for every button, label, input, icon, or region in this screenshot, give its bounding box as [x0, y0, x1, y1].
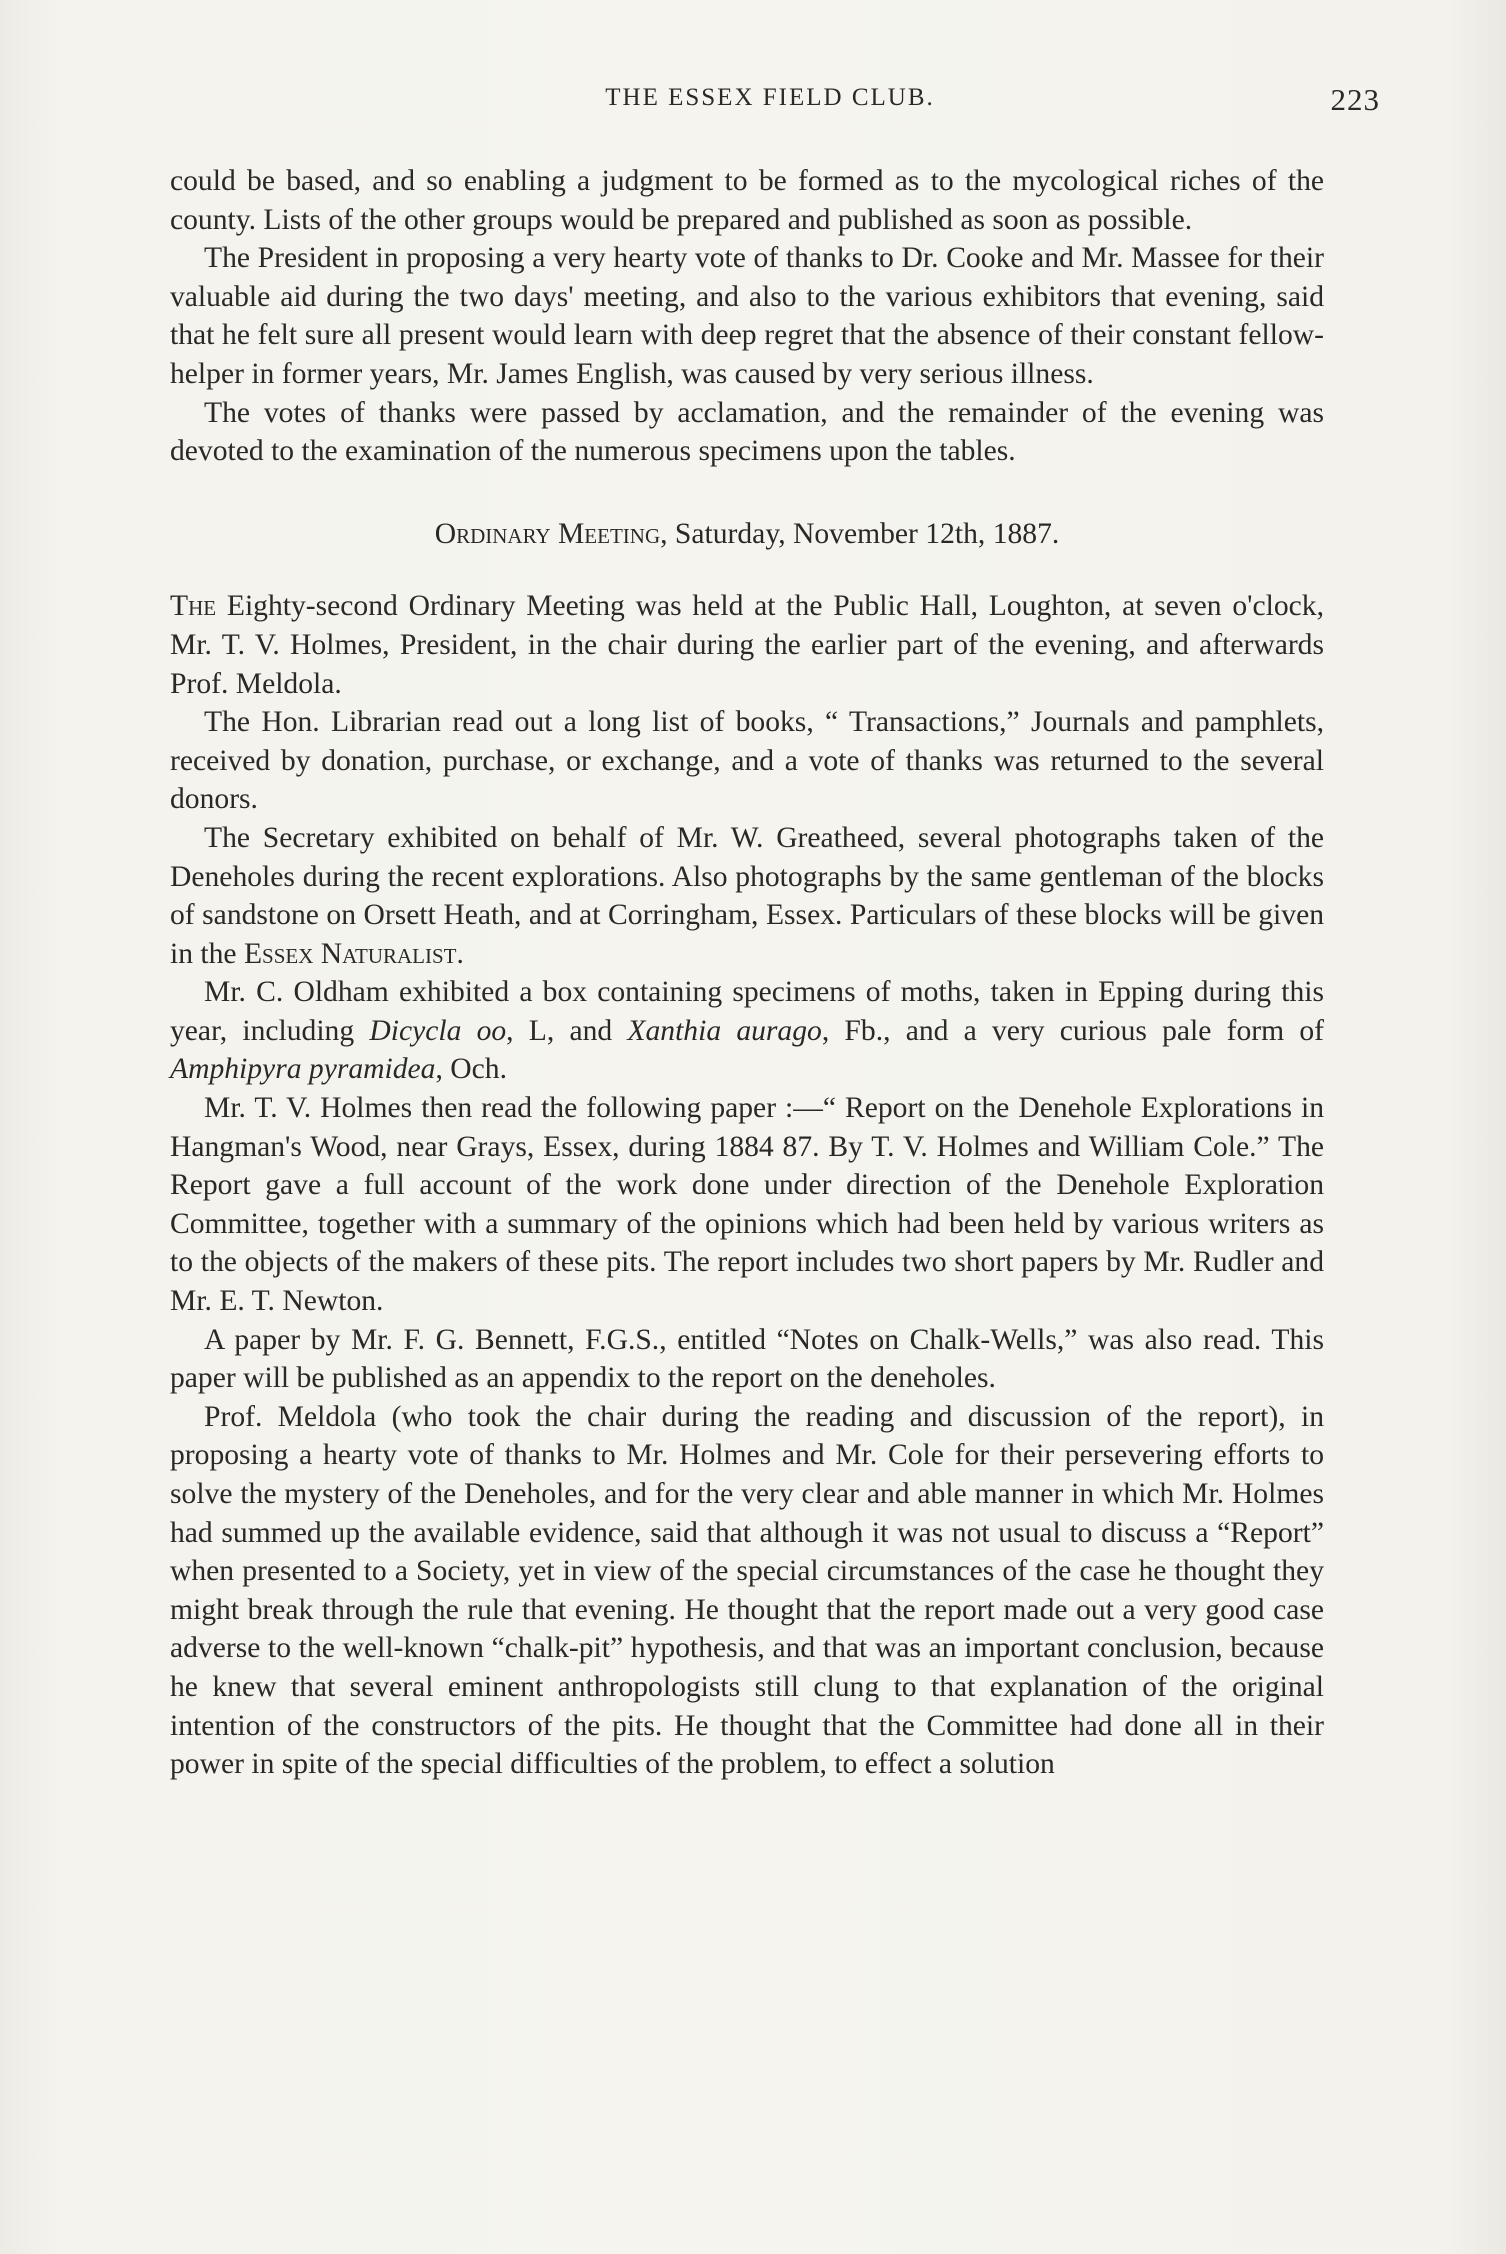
- paragraph-meldola: [170, 1398, 1324, 1784]
- paragraph-text: , Och.: [435, 1053, 507, 1086]
- paragraph-photographs: [170, 819, 1324, 973]
- paragraph-votes-of-thanks: [170, 394, 1324, 471]
- paragraph-end: .: [456, 937, 464, 970]
- paragraph-text: The President in proposing a very hearty vote of thanks to Dr. Cooke and Mr. Massee for their valuable aid during the two days' meeting, and also to the various exhibitors that evening, said that he felt sure all present would learn with deep regret that the absence of their constant fellow-helper in former years, Mr. James English, was caused by very serious illness.: [170, 242, 1324, 390]
- paragraph-moths: [170, 973, 1324, 1089]
- page-number: 223: [1330, 82, 1380, 117]
- paragraph-text: , L, and: [506, 1014, 628, 1047]
- journal-name: Essex Naturalist: [243, 937, 457, 970]
- running-head-title: THE ESSEX FIELD CLUB.: [605, 84, 935, 111]
- paragraph-librarian: [170, 703, 1324, 819]
- species-name: Amphipyra pyramidea: [170, 1053, 436, 1086]
- species-name: Dicycla oo: [369, 1014, 507, 1047]
- paragraph-text: The votes of thanks were passed by acclamation, and the remainder of the evening was devoted to the examination of the numerous specimens upon the tables.: [170, 396, 1324, 468]
- paragraph-text: Eighty-second Ordinary Meeting was held at the Public Hall, Loughton, at seven o'clock, Mr. T. V. Holmes, President, in the chair during the earlier part of the evening, and afterwards Prof. Meldola.: [170, 590, 1324, 700]
- paragraph-continuation: [170, 162, 1324, 239]
- section-heading: [170, 515, 1324, 554]
- species-name: Xanthia aurago: [627, 1014, 822, 1047]
- paragraph-text: could be based, and so enabling a judgment to be formed as to the mycological riches of the county. Lists of the other groups would be prepared and published as soon as possible.: [170, 165, 1324, 236]
- paragraph-text: Mr. C. Oldham exhibited a box containing specimens of moths, taken in Epping during this year, including: [170, 976, 1324, 1047]
- running-head: [170, 82, 1380, 124]
- paragraph-president-thanks: [170, 239, 1324, 393]
- paragraph-text: The Hon. Librarian read out a long list of books, “ Transactions,” Journals and pamphlets, received by donation, purchase, or exchange, and a vote of thanks was returned to the several donors.: [170, 706, 1324, 816]
- paragraph-text: , Fb., and a very curious pale form of: [821, 1014, 1324, 1047]
- paragraph-text: Prof. Meldola (who took the chair during the reading and discussion of the report), in proposing a hearty vote of thanks to Mr. Holmes and Mr. Cole for their persevering efforts to solve the mystery of the Deneholes, and for the very clear and able manner in which Mr. Holmes had summed up the available evidence, said that although it was not usual to discuss a “Report” when presented to a Society, yet in view of the special circumstances of the case he thought they might break through the rule that evening. He thought that the report made out a very good case adverse to the well-known “chalk-pit” hypothesis, and that was an important conclusion, because he knew that several eminent anthropologists still clung to that explanation of the original intention of the constructors of the pits. He thought that the Committee had done all in their power in spite of the special difficulties of the problem, to effect a solution: [170, 1400, 1324, 1781]
- paragraph-chalk-wells: [170, 1321, 1324, 1398]
- paragraph-denehole-report: [170, 1089, 1324, 1321]
- paragraph-meeting-opening: [170, 587, 1324, 703]
- body-text: [170, 162, 1324, 1784]
- lead-word: The: [170, 590, 217, 623]
- paragraph-text: A paper by Mr. F. G. Bennett, F.G.S., entitled “Notes on Chalk-Wells,” was also read. This paper will be published as an appendix to the report on the deneholes.: [170, 1323, 1324, 1395]
- meeting-title: Ordinary Meeting,: [434, 517, 668, 550]
- meeting-date: Saturday, November 12th, 1887.: [667, 517, 1060, 550]
- paragraph-text: The Secretary exhibited on behalf of Mr. W. Greatheed, several photographs taken of the Deneholes during the recent explorations. Also photographs by the same gentleman of the blocks of sandstone on Orsett Heath, and at Corringham, Essex. Particulars of these blocks will be given in the: [170, 821, 1324, 970]
- paragraph-text: Mr. T. V. Holmes then read the following paper :—“ Report on the Denehole Explorations in Hangman's Wood, near Grays, Essex, during 1884 87. By T. V. Holmes and William Cole.” The Report gave a full account of the work done under direction of the Denehole Exploration Committee, together with a summary of the opinions which had been held by various writers as to the objects of the makers of these pits. The report includes two short papers by Mr. Rudler and Mr. E. T. Newton.: [170, 1092, 1324, 1318]
